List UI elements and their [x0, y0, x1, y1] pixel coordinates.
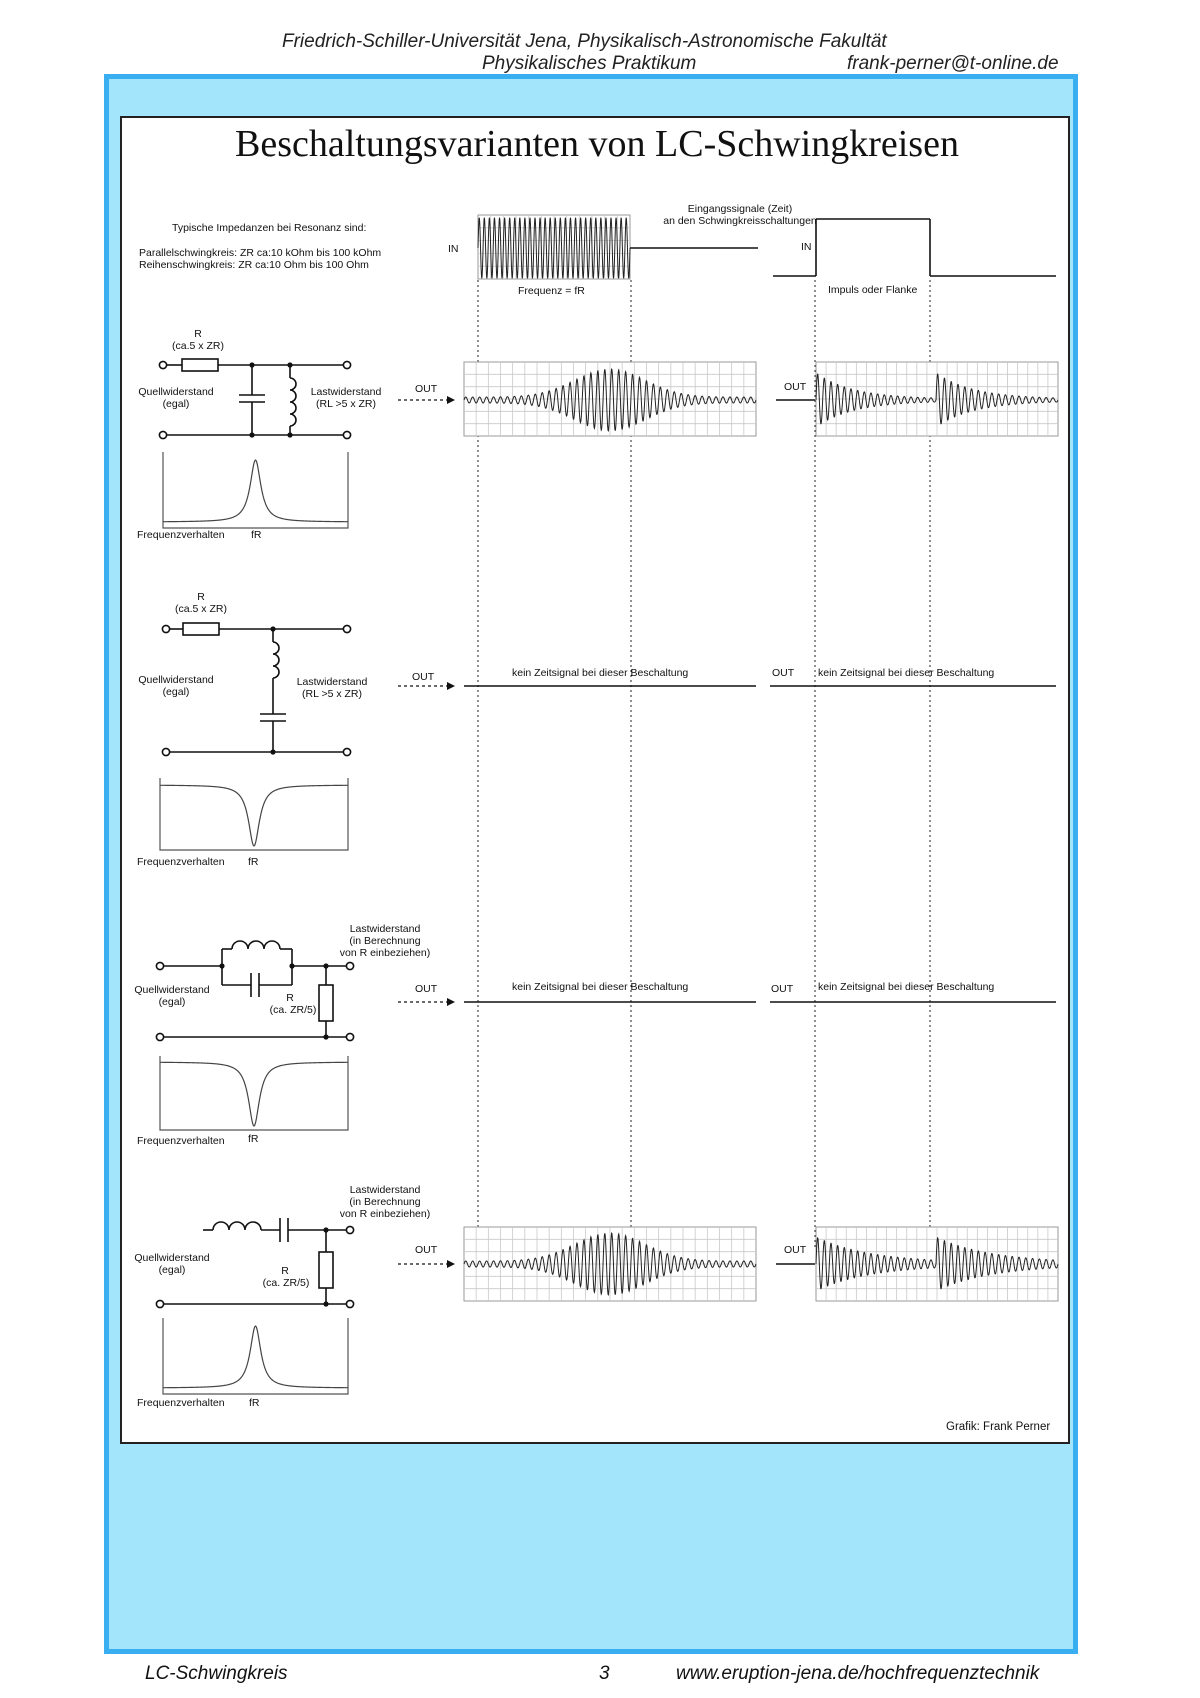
c2-r-value: (ca.5 x ZR) — [175, 603, 227, 615]
c4-load-line1: Lastwiderstand — [349, 1184, 421, 1196]
c4-inductor — [213, 1222, 261, 1230]
c1-r-label: R — [194, 328, 202, 340]
input-heading-2: an den Schwingkreisschaltungen — [663, 215, 817, 227]
c4-fr-label: fR — [249, 1397, 260, 1409]
c3-r-value: (ca. ZR/5) — [269, 1004, 317, 1016]
c3-inductor — [232, 941, 280, 949]
c2-response-curve — [160, 785, 348, 846]
c1-out-terminal-bottom — [343, 431, 350, 438]
c2-freq-caption: Frequenzverhalten — [137, 856, 225, 868]
c2-load-note: (RL >5 x ZR) — [302, 688, 362, 700]
c4-source-label: Quellwiderstand — [134, 1252, 210, 1264]
c2-no-signal: kein Zeitsignal bei dieser Beschaltung — [512, 667, 689, 679]
c1-response-frame — [163, 452, 348, 528]
c4-out-terminal-bottom — [346, 1300, 353, 1307]
c4-source-note: (egal) — [158, 1264, 186, 1276]
impedance-heading: Typische Impedanzen bei Resonanz sind: — [172, 222, 367, 234]
credit: Grafik: Frank Perner — [946, 1421, 1051, 1433]
c4-load-line3: von R einbeziehen) — [339, 1208, 431, 1220]
impedance-parallel: Parallelschwingkreis: ZR ca:10 kOhm bis 100 kOhm — [139, 247, 382, 259]
c3-out-terminal-top — [346, 962, 353, 969]
c1-source-label: Quellwiderstand — [138, 386, 214, 398]
header-email: frank-perner@t-online.de — [847, 53, 1059, 74]
c4-load-line2: (in Berechnung — [349, 1196, 421, 1208]
c4-r-value: (ca. ZR/5) — [262, 1277, 310, 1289]
c3-no-signal: kein Zeitsignal bei dieser Beschaltung — [512, 981, 689, 993]
c4-out-terminal-top — [346, 1226, 353, 1233]
c2-no-signal-2: kein Zeitsignal bei dieser Beschaltung — [818, 667, 995, 679]
c2-in-terminal-top — [162, 625, 169, 632]
c3-source-label: Quellwiderstand — [134, 984, 210, 996]
c3-fr-label: fR — [248, 1133, 259, 1145]
c2-out-arrow-head — [447, 682, 455, 690]
c3-source-note: (egal) — [158, 996, 186, 1008]
c1-freq-caption: Frequenzverhalten — [137, 529, 225, 541]
c1-fr-label: fR — [251, 529, 262, 541]
c3-no-signal-2: kein Zeitsignal bei dieser Beschaltung — [818, 981, 995, 993]
c2-out-terminal-bottom — [343, 748, 350, 755]
c1-response-curve — [163, 460, 348, 522]
in-label-sine: IN — [448, 243, 459, 255]
c3-out2-label: OUT — [771, 983, 794, 995]
footer-page-number: 3 — [599, 1663, 610, 1684]
c4-response-curve — [163, 1326, 348, 1388]
c2-in-terminal-bottom — [162, 748, 169, 755]
header-university: Friedrich-Schiller-Universität Jena, Physikalisch-Astronomische Fakultät — [282, 31, 887, 52]
c2-source-label: Quellwiderstand — [138, 674, 214, 686]
page-title: Beschaltungsvarianten von LC-Schwingkreisen — [235, 123, 959, 165]
header-course: Physikalisches Praktikum — [482, 53, 697, 74]
c3-response-curve — [160, 1062, 348, 1126]
c3-out-terminal-bottom — [346, 1033, 353, 1040]
c1-load-note: (RL >5 x ZR) — [316, 398, 376, 410]
c3-load-line1: Lastwiderstand — [349, 923, 421, 935]
c4-freq-caption: Frequenzverhalten — [137, 1397, 225, 1409]
frequency-label: Frequenz = fR — [518, 285, 585, 297]
c1-out-terminal-top — [343, 361, 350, 368]
c1-source-note: (egal) — [162, 398, 190, 410]
pulse-label: Impuls oder Flanke — [828, 284, 918, 296]
c2-response-frame — [160, 778, 348, 850]
c2-load-label: Lastwiderstand — [296, 676, 368, 688]
c3-response-frame — [160, 1056, 348, 1130]
c4-r-label: R — [281, 1265, 289, 1277]
c4-out2-label: OUT — [784, 1244, 807, 1256]
c3-load-line2: (in Berechnung — [349, 935, 421, 947]
c4-out-arrow-head — [447, 1260, 455, 1268]
c2-out-label: OUT — [412, 671, 435, 683]
c4-in-terminal-bottom — [156, 1300, 163, 1307]
c1-out-label: OUT — [415, 383, 438, 395]
c2-source-note: (egal) — [162, 686, 190, 698]
c1-load-label: Lastwiderstand — [310, 386, 382, 398]
c3-load-line3: von R einbeziehen) — [339, 947, 431, 959]
c4-response-frame — [163, 1318, 348, 1394]
c3-in-terminal-top — [156, 962, 163, 969]
in-label-pulse: IN — [801, 241, 812, 253]
c1-r-value: (ca.5 x ZR) — [172, 340, 224, 352]
c2-out-terminal-top — [343, 625, 350, 632]
c2-r-label: R — [197, 591, 205, 603]
c2-fr-label: fR — [248, 856, 259, 868]
c1-resistor — [182, 359, 218, 371]
c1-in-terminal-top — [159, 361, 166, 368]
footer-topic: LC-Schwingkreis — [145, 1663, 288, 1684]
c2-out2-label: OUT — [772, 667, 795, 679]
impedance-series: Reihenschwingkreis: ZR ca:10 Ohm bis 100 Ohm — [139, 259, 369, 271]
c3-freq-caption: Frequenzverhalten — [137, 1135, 225, 1147]
c2-resistor — [183, 623, 219, 635]
c3-out-label: OUT — [415, 983, 438, 995]
input-heading-1: Eingangssignale (Zeit) — [687, 203, 793, 215]
c1-in-terminal-bottom — [159, 431, 166, 438]
footer-website: www.eruption-jena.de/hochfrequenztechnik — [676, 1663, 1040, 1684]
c3-out-arrow-head — [447, 998, 455, 1006]
c1-out2-label: OUT — [784, 381, 807, 393]
c3-r-label: R — [286, 992, 294, 1004]
c4-out-label: OUT — [415, 1244, 438, 1256]
c3-in-terminal-bottom — [156, 1033, 163, 1040]
c2-inductor — [273, 642, 279, 678]
c1-out-arrow-head — [447, 396, 455, 404]
